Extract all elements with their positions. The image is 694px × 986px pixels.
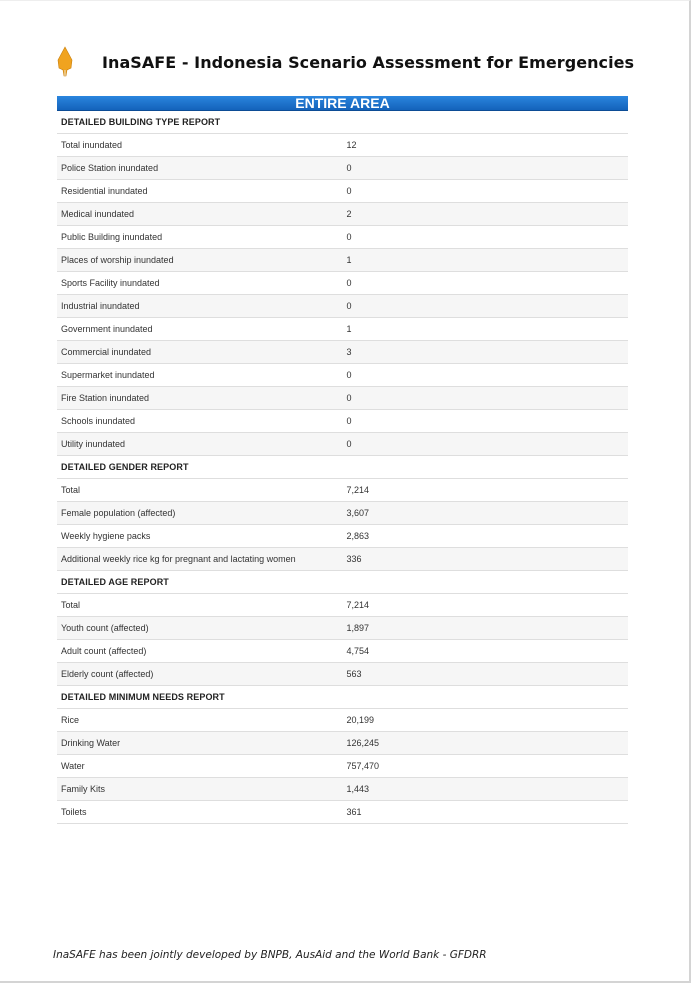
- row-label: Toilets: [57, 801, 343, 824]
- table-row: [57, 295, 628, 318]
- row-value: 1,443: [343, 778, 629, 801]
- row-value: 126,245: [343, 732, 629, 755]
- report-header: [55, 46, 634, 78]
- table-row: [57, 709, 628, 732]
- row-value: 336: [343, 548, 629, 571]
- section-title: DETAILED GENDER REPORT: [57, 456, 628, 479]
- row-value: 7,214: [343, 479, 629, 502]
- section-header: [57, 571, 628, 594]
- table-row: [57, 732, 628, 755]
- table-row: [57, 525, 628, 548]
- section-title: DETAILED MINIMUM NEEDS REPORT: [57, 686, 628, 709]
- table-row: [57, 203, 628, 226]
- table-row: [57, 364, 628, 387]
- row-value: 0: [343, 433, 629, 456]
- table-row: [57, 410, 628, 433]
- row-label: Drinking Water: [57, 732, 343, 755]
- section-header: [57, 456, 628, 479]
- row-label: Water: [57, 755, 343, 778]
- row-label: Elderly count (affected): [57, 663, 343, 686]
- table-row: [57, 479, 628, 502]
- row-value: 0: [343, 387, 629, 410]
- row-value: 3,607: [343, 502, 629, 525]
- row-label: Police Station inundated: [57, 157, 343, 180]
- row-value: 3: [343, 341, 629, 364]
- row-label: Female population (affected): [57, 502, 343, 525]
- row-value: 757,470: [343, 755, 629, 778]
- table-row: [57, 226, 628, 249]
- footer-credit: InaSAFE has been jointly developed by BNPB, AusAid and the World Bank - GFDRR: [53, 949, 487, 961]
- row-value: 0: [343, 157, 629, 180]
- row-value: 1: [343, 249, 629, 272]
- row-label: Places of worship inundated: [57, 249, 343, 272]
- table-row: [57, 318, 628, 341]
- row-value: 20,199: [343, 709, 629, 732]
- table-row: [57, 249, 628, 272]
- row-label: Total: [57, 479, 343, 502]
- row-value: 563: [343, 663, 629, 686]
- row-value: 1,897: [343, 617, 629, 640]
- section-header: [57, 686, 628, 709]
- report-table: [57, 111, 628, 824]
- row-label: Weekly hygiene packs: [57, 525, 343, 548]
- row-value: 2,863: [343, 525, 629, 548]
- table-row: [57, 341, 628, 364]
- row-value: 2: [343, 203, 629, 226]
- row-label: Residential inundated: [57, 180, 343, 203]
- row-value: 12: [343, 134, 629, 157]
- row-label: Schools inundated: [57, 410, 343, 433]
- row-value: 0: [343, 410, 629, 433]
- row-label: Government inundated: [57, 318, 343, 341]
- row-label: Additional weekly rice kg for pregnant and lactating women: [57, 548, 343, 571]
- table-row: [57, 502, 628, 525]
- row-label: Family Kits: [57, 778, 343, 801]
- row-label: Total inundated: [57, 134, 343, 157]
- table-row: [57, 801, 628, 824]
- row-label: Sports Facility inundated: [57, 272, 343, 295]
- table-row: [57, 594, 628, 617]
- table-row: [57, 157, 628, 180]
- report-title: InaSAFE - Indonesia Scenario Assessment for Emergencies: [102, 52, 635, 72]
- row-label: Commercial inundated: [57, 341, 343, 364]
- table-row: [57, 663, 628, 686]
- table-row: [57, 180, 628, 203]
- row-value: 0: [343, 272, 629, 295]
- row-value: 361: [343, 801, 629, 824]
- section-title: DETAILED AGE REPORT: [57, 571, 628, 594]
- table-row: [57, 272, 628, 295]
- table-row: [57, 640, 628, 663]
- row-value: 7,214: [343, 594, 629, 617]
- table-row: [57, 755, 628, 778]
- area-banner: ENTIRE AREA: [57, 96, 628, 111]
- table-row: [57, 433, 628, 456]
- row-label: Fire Station inundated: [57, 387, 343, 410]
- row-label: Medical inundated: [57, 203, 343, 226]
- row-label: Adult count (affected): [57, 640, 343, 663]
- row-label: Industrial inundated: [57, 295, 343, 318]
- row-value: 0: [343, 364, 629, 387]
- row-label: Utility inundated: [57, 433, 343, 456]
- row-value: 0: [343, 180, 629, 203]
- row-label: Total: [57, 594, 343, 617]
- table-row: [57, 548, 628, 571]
- row-label: Supermarket inundated: [57, 364, 343, 387]
- row-value: 0: [343, 295, 629, 318]
- row-value: 1: [343, 318, 629, 341]
- report-body: [57, 96, 628, 824]
- row-label: Rice: [57, 709, 343, 732]
- table-row: [57, 134, 628, 157]
- row-label: Youth count (affected): [57, 617, 343, 640]
- row-value: 4,754: [343, 640, 629, 663]
- section-header: [57, 111, 628, 134]
- inasafe-logo-icon: [55, 46, 75, 78]
- section-title: DETAILED BUILDING TYPE REPORT: [57, 111, 628, 134]
- row-label: Public Building inundated: [57, 226, 343, 249]
- table-row: [57, 617, 628, 640]
- row-value: 0: [343, 226, 629, 249]
- report-table-body: [57, 111, 628, 824]
- table-row: [57, 778, 628, 801]
- table-row: [57, 387, 628, 410]
